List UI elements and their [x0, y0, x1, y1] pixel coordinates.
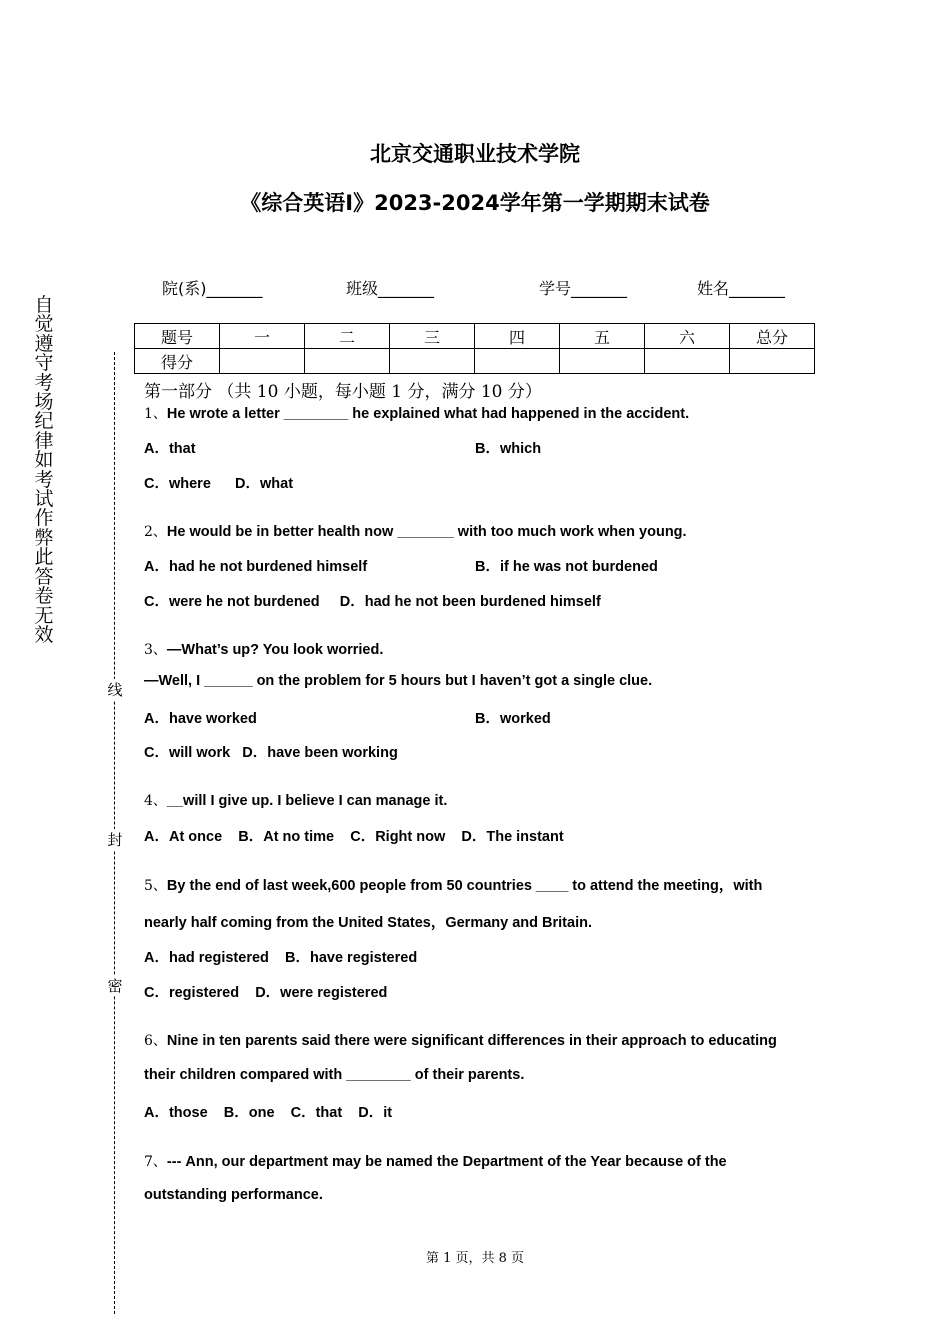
exam-title: 《综合英语Ⅰ》2023-2024学年第一学期期末试卷 — [240, 191, 710, 215]
score-header-cell: 一 — [220, 324, 305, 349]
q5-option-cd: C．registered D．were registered — [144, 985, 388, 1001]
score-header-cell: 六 — [645, 324, 730, 349]
department-field: 院(系)_______ — [162, 279, 263, 298]
score-cell — [645, 349, 730, 374]
name-field: 姓名_______ — [697, 279, 786, 298]
score-cell — [220, 349, 305, 374]
question-7 — [144, 1151, 727, 1171]
page-footer: 第 1 页，共 8 页 — [425, 1251, 525, 1266]
score-header-cell: 二 — [305, 324, 390, 349]
question-2 — [144, 521, 687, 541]
q1-option-b: B．which — [475, 441, 542, 457]
q3-option-b: B．worked — [475, 711, 551, 727]
score-table — [134, 323, 815, 374]
score-cell — [475, 349, 560, 374]
seal-char-xian: 线 — [107, 681, 123, 699]
question-text: By the end of last week,600 people from 50 countries ____ to attend the meeting，with — [166, 878, 763, 894]
question-number: 2、 — [144, 524, 167, 540]
question-5 — [144, 874, 762, 895]
question-number: 4、 — [144, 793, 167, 809]
q1-option-a: A．that — [144, 441, 196, 457]
seal-char-mi: 密 — [107, 977, 123, 995]
question-text: He wrote a letter ________ he explained what had happened in the accident. — [166, 406, 690, 422]
question-text: Nine in ten parents said there were significant differences in their approach to educating — [166, 1033, 777, 1049]
seal-char-feng: 封 — [107, 831, 123, 849]
question-text: --- Ann, our department may be named the Department of the Year because of the — [166, 1154, 727, 1170]
score-header-cell: 三 — [390, 324, 475, 349]
question-3 — [144, 639, 383, 659]
score-header-cell: 题号 — [135, 324, 220, 349]
question-number: 1、 — [144, 406, 167, 422]
q2-option-b: B．if he was not burdened — [475, 559, 658, 575]
score-table-score-row — [135, 349, 815, 374]
question-6-line-2: their children compared with ________ of their parents. — [144, 1067, 525, 1083]
score-cell — [390, 349, 475, 374]
q2-option-a: A．had he not burdened himself — [144, 559, 368, 575]
question-1 — [144, 403, 689, 423]
score-cell — [305, 349, 390, 374]
school-name: 北京交通职业技术学院 — [370, 142, 580, 166]
q5-option-ab: A．had registered B．have registered — [144, 950, 418, 966]
score-cell — [560, 349, 645, 374]
question-6 — [144, 1030, 777, 1050]
score-cell — [730, 349, 815, 374]
section-title: 第一部分 （共 10 小题，每小题 1 分，满分 10 分） — [144, 382, 542, 402]
score-header-cell: 四 — [475, 324, 560, 349]
question-4 — [144, 790, 447, 810]
question-number: 5、 — [144, 878, 167, 894]
score-header-cell: 总分 — [730, 324, 815, 349]
student-id-field: 学号_______ — [539, 279, 628, 298]
score-table-header-row — [135, 324, 815, 349]
q3-option-a: A．have worked — [144, 711, 257, 727]
score-row-label: 得分 — [135, 349, 220, 374]
question-number: 6、 — [144, 1033, 167, 1049]
question-number: 3、 — [144, 642, 167, 658]
question-5-line-2: nearly half coming from the United States，Germany and Britain. — [144, 915, 592, 931]
question-7-line-2: outstanding performance. — [144, 1187, 323, 1203]
q2-option-cd: C．were he not burdened D．had he not been burdened himself — [144, 594, 601, 610]
question-number: 7、 — [144, 1154, 167, 1170]
side-notice: 自觉遵守考场纪律如考试作弊此答卷无效 — [34, 294, 54, 646]
q1-option-cd: C．where D．what — [144, 476, 294, 492]
question-text: __will I give up. I believe I can manage it. — [166, 793, 448, 809]
score-header-cell: 五 — [560, 324, 645, 349]
q3-option-cd: C．will work D．have been working — [144, 745, 398, 761]
question-3-line-2: —Well, I ______ on the problem for 5 hours but I haven’t got a single clue. — [144, 673, 653, 689]
class-field: 班级_______ — [346, 279, 435, 298]
q4-options: A．At once B．At no time C．Right now D．The instant — [144, 829, 564, 845]
question-text: He would be in better health now _______ with too much work when young. — [166, 524, 687, 540]
question-text: —What’s up? You look worried. — [166, 642, 384, 658]
q6-options: A．those B．one C．that D．it — [144, 1105, 393, 1121]
